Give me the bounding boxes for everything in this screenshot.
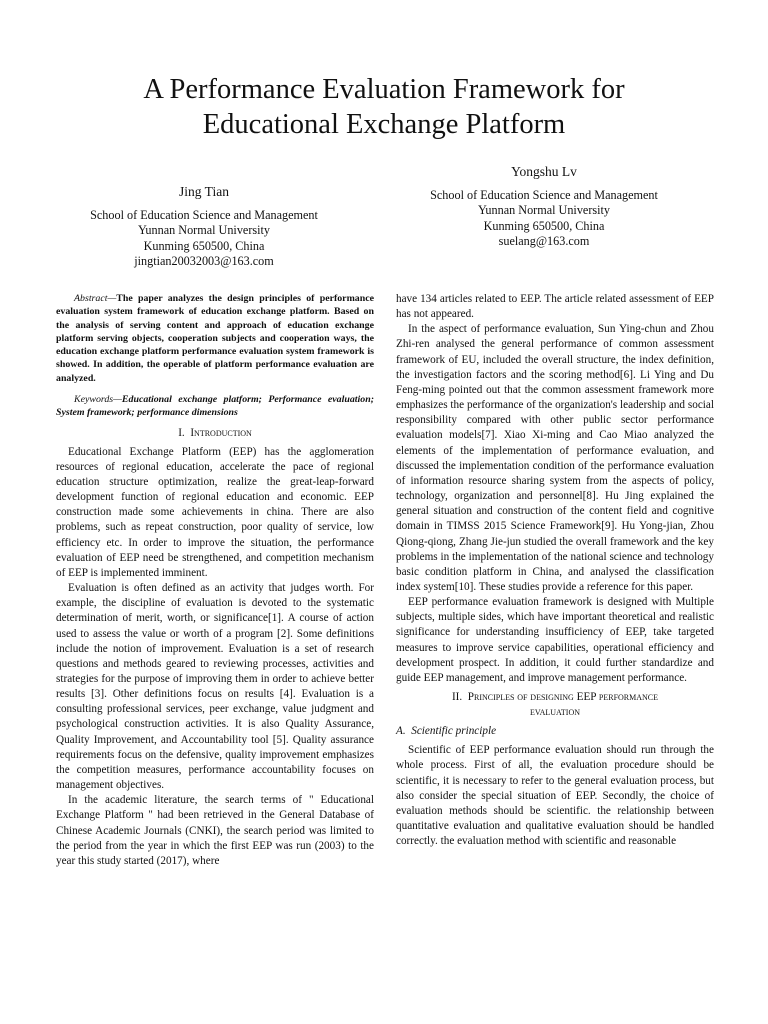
subsection-heading-scientific-principle <box>396 724 714 739</box>
scientific-principle-paragraph: Scientific of EEP performance evaluation should run through the whole process. First of all, the evaluation procedure should be scientific, it is necessary to refer to the general evaluation process, but also consider the special situation of EEP. Secondly, the choice of evaluation methods should be scientific. the relationship between quantitative evaluation and qualitative evaluation should be handled correctly. the evaluation method with scientific and reasonable <box>396 744 714 848</box>
right-column <box>396 292 714 849</box>
abstract-text: The paper analyzes the design principles of performance evaluation system framework of education exchange platform. Based on the analysis of serving content and approach of education exchange platform serving objects, cooperation subjects and cooperation ways, the education exchange platform performance evaluation system framework is showed. In addition, the operable of platform performance evaluation are analyzed. <box>56 293 374 384</box>
author-city: Kunming 650500, China <box>143 238 265 253</box>
intro-paragraph-5: EEP performance evaluation framework is designed with Multiple subjects, multiple sides, which have important theoretical and realistic significance for understanding insufficiency of EEP, take targeted measures to improve service capabilities, operational efficiency and development prospect. In addition, it could further standardize and guide EEP management, and improve management performance. <box>396 596 714 684</box>
author-email: suelang@163.com <box>498 234 590 249</box>
author-university: Yunnan Normal University <box>477 203 610 218</box>
author-name: Yongshu Lv <box>511 164 577 179</box>
intro-paragraph-1: Educational Exchange Platform (EEP) has the agglomeration resources of regional education, accelerate the pace of regional education structure optimization, realize the great-leap-forward development function of regional education and economic. EEP construction made some achievements in china. There are also problems, such as repeat construction, poor quality of service, low efficiency etc. In order to improve the situation, the performance evaluation of EEP need be strengthened, and competition mechanism of EEP is implemented imminent. <box>56 445 374 579</box>
author-city: Kunming 650500, China <box>483 218 605 233</box>
author-affiliation: School of Education Science and Management <box>430 187 658 202</box>
abstract <box>56 292 374 385</box>
intro-paragraph-4: In the aspect of performance evaluation, Sun Ying-chun and Zhou Zhi-ren analysed the general performance of common assessment framework of EU, included the overall structure, the index definition, the investigation factors and the scoring method[6]. Li Ying and Du Feng-ming pointed out that the common assessment framework more emphasizes the performance of the organization's leadership and social responsibility compared with other public sector performance evaluation models[7]. Xiao Xi-ming and Cao Miao analyzed the elements of the implementation of performance evaluation, and discussed the implementation condition of the performance evaluation of information resource sharing system from the aspects of policy, technology, organization and personnel[8]. Hu Jing explained the general situation and construction of the content field and cognitive domain in TIMSS 2015 Science Framework[9]. Hu Yong-jian, Zhou Qiong-qiong, Zhang Jie-jun studied the overall framework and the key problems in the implementation of the national science and technology basic condition platform in China, and analysed the classification index system[10]. These studies provide a reference for this paper. <box>396 323 714 593</box>
subsection-label: A. <box>396 725 406 738</box>
intro-paragraph-continued: have 134 articles related to EEP. The article related assessment of EEP has not appeared. <box>396 293 714 321</box>
author-name: Jing Tian <box>179 184 229 199</box>
author-block-yongshu-lv <box>404 164 684 250</box>
author-university: Yunnan Normal University <box>137 223 270 238</box>
paper-title <box>40 72 728 142</box>
author-affiliation: School of Education Science and Management <box>90 207 318 222</box>
section-number: II. <box>451 691 463 704</box>
intro-paragraph-2: Evaluation is often defined as an activity that judges worth. For example, the discipline of evaluation is devoted to the systematic determination of merit, worth, or significance[1]. A course of action used to assess the value or worth of a program [2]. Some definitions include the notion of improvement. Evaluation is a set of research questions and methods geared to reviewing processes, activities and strategies for the purpose of improving them in order to achieve better results [3]. Other definitions focus on results [4]. Evaluation is a consulting professional services, peer exchange, value judgment and psychological construction activities. It is also Quality Assurance, Quality Improvement, and Accountability tool [5]. Quality assurance requirements focus on the defensive, quality improvement emphasizes the competition measures, performance accountability focuses on management objectives. <box>56 582 374 792</box>
intro-paragraph-3: In the academic literature, the search terms of " Educational Exchange Platform " had been retrieved in the General Database of Chinese Academic Journals (CNKI), the search period was limited to the period from the year in which the first EEP was run (2003) to the year this study started (2017), where <box>56 794 374 867</box>
title-line-1: A Performance Evaluation Framework for <box>143 74 625 105</box>
section-title-line-2: evaluation <box>529 706 581 719</box>
author-block-jing-tian <box>64 184 344 270</box>
section-title: Introduction <box>190 426 252 439</box>
section-heading-principles <box>396 690 714 720</box>
section-heading-introduction <box>56 426 374 441</box>
left-column <box>56 292 374 869</box>
section-number: I. <box>178 426 185 439</box>
title-line-2: Educational Exchange Platform <box>202 109 566 140</box>
section-title-line-1: Principles of designing EEP performance <box>467 691 659 704</box>
author-email: jingtian20032003@163.com <box>134 254 274 269</box>
abstract-lead: Abstract— <box>74 293 117 304</box>
keywords-text: Educational exchange platform; Performance evaluation; System framework; performance dimensions <box>56 394 374 419</box>
keywords <box>56 393 374 420</box>
subsection-title: Scientific principle <box>411 725 497 738</box>
keywords-lead: Keywords— <box>74 394 122 406</box>
